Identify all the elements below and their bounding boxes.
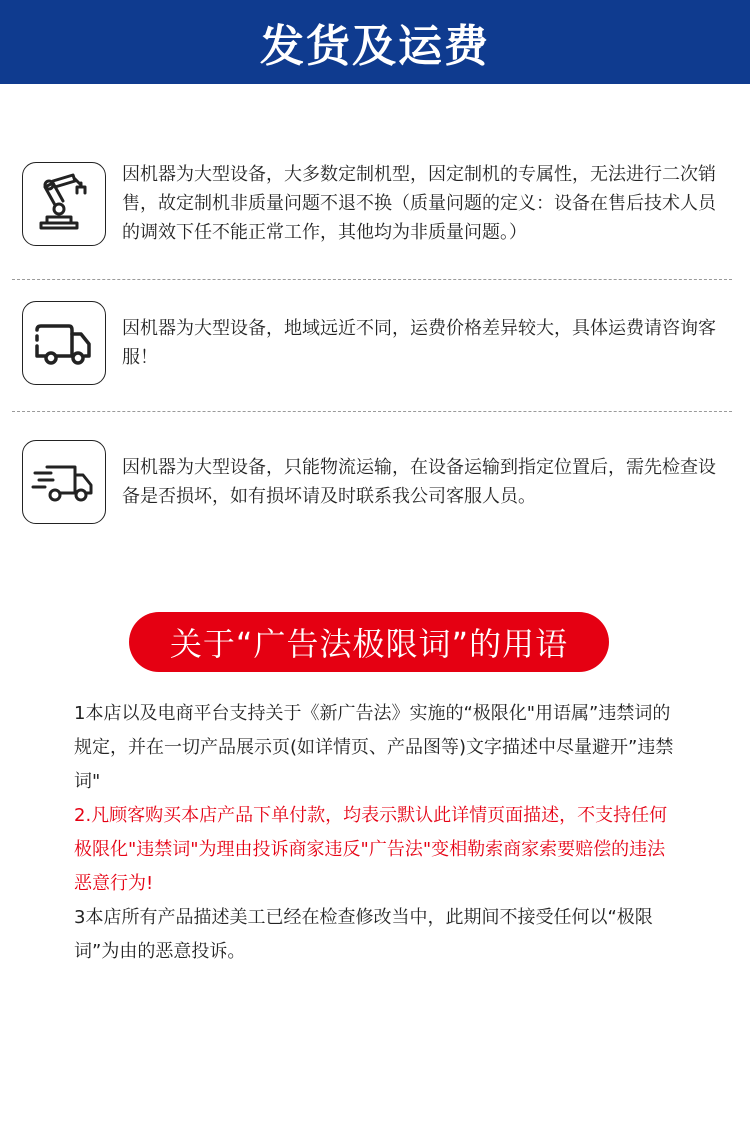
terms-paragraph-2: 2.凡顾客购买本店产品下单付款，均表示默认此详情页面描述，不支持任何极限化"违禁词"为理由投诉商家违反"广告法"变相勒索商家索要赔偿的违法恶意行为! [74,805,668,894]
terms-paragraph-3: 3本店所有产品描述美工已经在检查修改当中，此期间不接受任何以“极限词”为由的恶意投诉。 [74,907,653,962]
truck-icon [22,301,106,385]
dashed-divider [12,279,732,280]
robot-arm-icon [22,162,106,246]
item-text: 因机器为大型设备，只能物流运输，在设备运输到指定位置后，需先检查设备是否损坏，如有损坏请及时联系我公司客服人员。 [122,457,716,507]
terms-paragraph-1: 1本店以及电商平台支持关于《新广告法》实施的“极限化"用语属”违禁词的规定，并在一切产品展示页(如详情页、产品图等)文字描述中尽量避开”违禁词" [74,703,674,792]
dashed-divider [12,411,732,412]
fast-delivery-truck-icon [22,440,106,524]
info-item-logistics [22,440,732,524]
ad-law-terms [74,697,674,969]
item-text: 因机器为大型设备，地域远近不同，运费价格差异较大，具体运费请咨询客服！ [122,318,716,368]
ad-law-title: 关于“广告法极限词”的用语 [169,625,569,663]
page-header [0,0,750,84]
info-item-shipping-cost [22,301,732,385]
info-item-custom-machine [22,160,732,247]
ad-law-heading [129,612,609,672]
page-title: 发货及运费 [260,21,490,72]
item-text: 因机器为大型设备，大多数定制机型，因定制机的专属性，无法进行二次销售，故定制机非质量问题不退不换（质量问题的定义：设备在售后技术人员的调效下任不能正常工作，其他均为非质量问题。） [122,164,716,243]
